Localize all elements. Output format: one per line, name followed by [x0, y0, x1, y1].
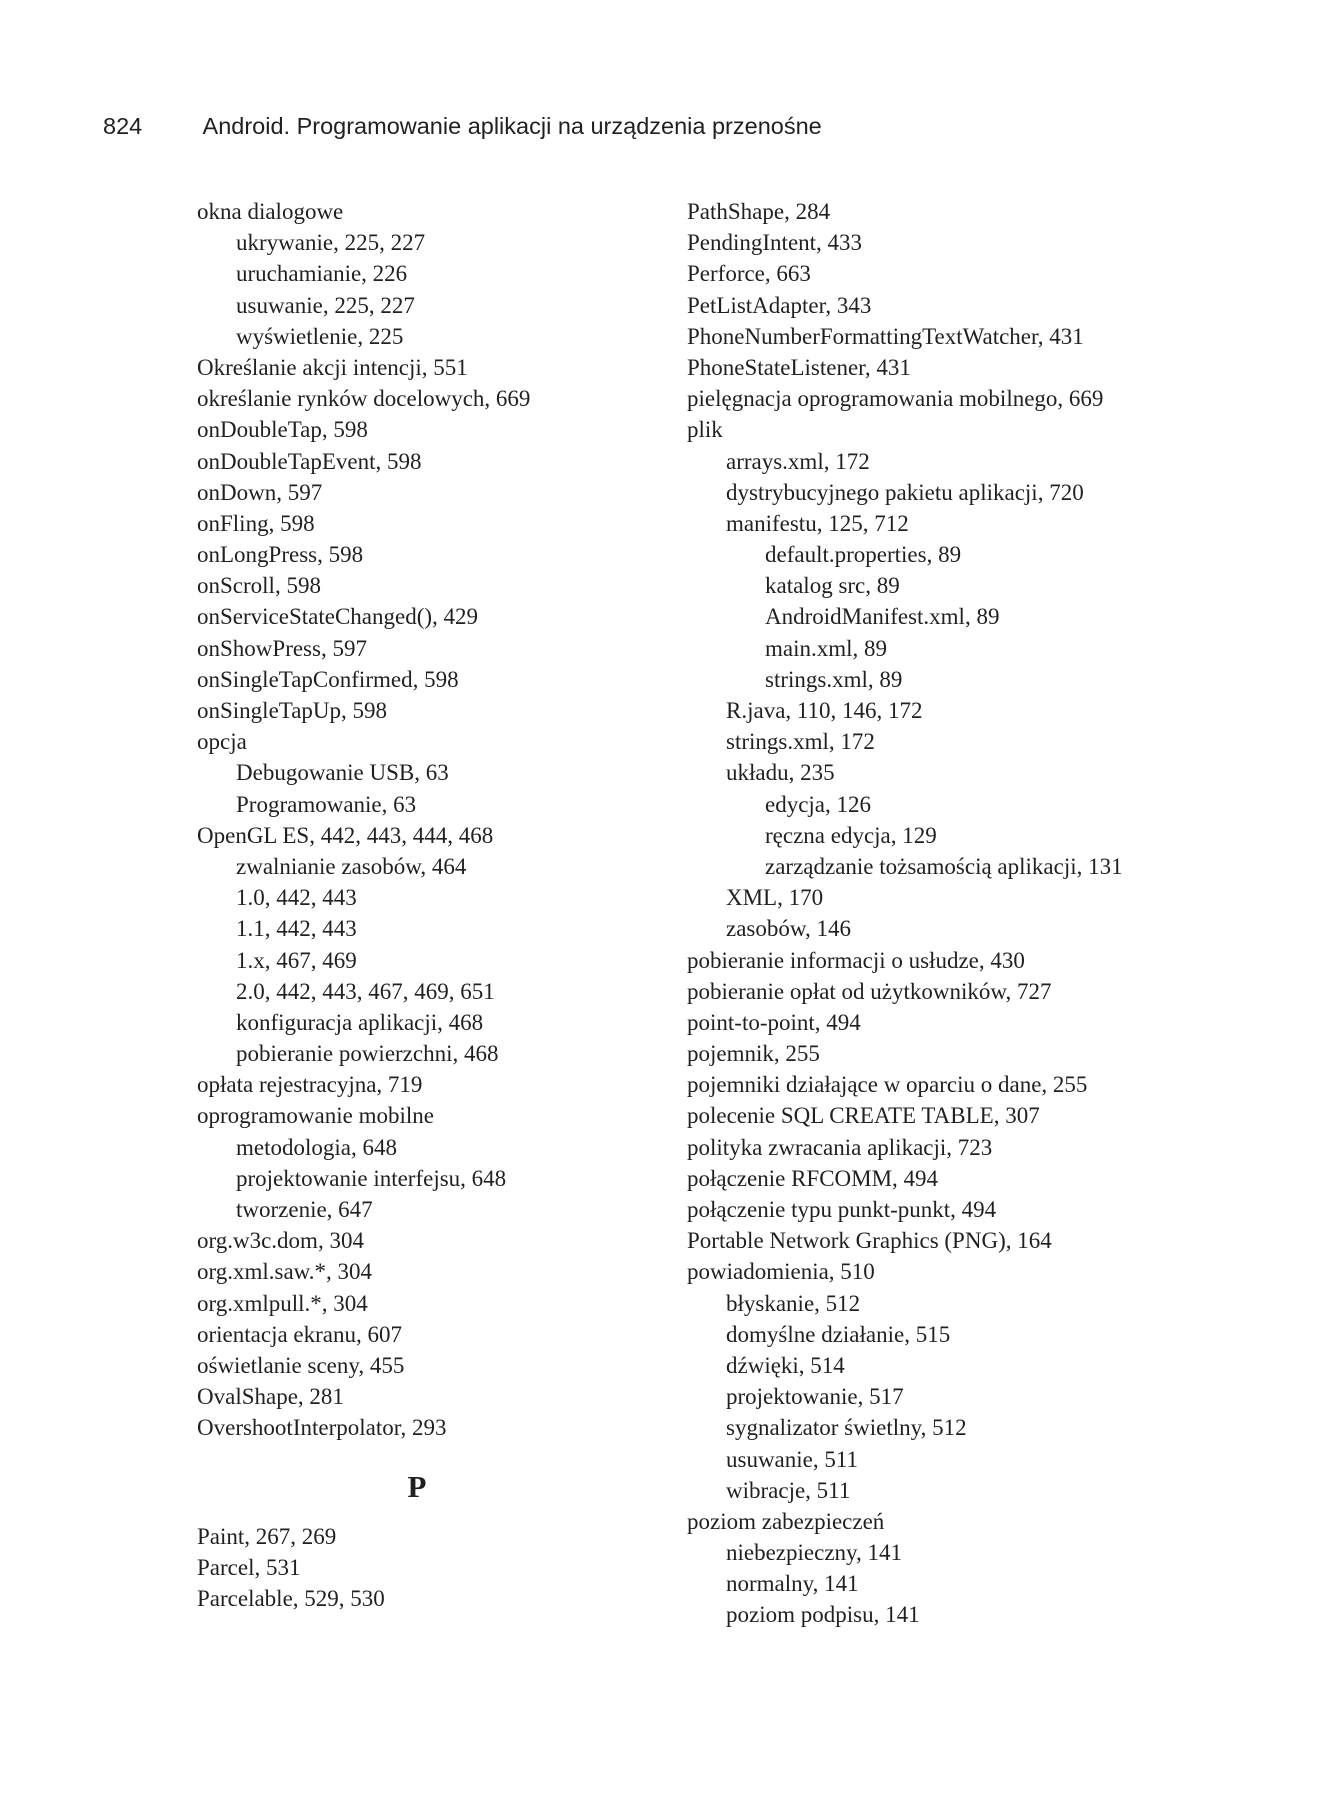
index-subentry: pobieranie powierzchni, 468	[236, 1041, 499, 1067]
index-entry: PetListAdapter, 343	[687, 292, 872, 318]
index-subentry: projektowanie, 517	[726, 1384, 904, 1410]
index-subentry: zwalnianie zasobów, 464	[236, 853, 467, 879]
index-entry: Parcelable, 529, 530	[197, 1585, 385, 1611]
index-subentry: normalny, 141	[726, 1571, 859, 1597]
section-letter-heading: P	[407, 1468, 427, 1504]
index-entry: org.xmlpull.*, 304	[197, 1290, 368, 1316]
index-entry: onFling, 598	[197, 510, 315, 536]
index-entry: Portable Network Graphics (PNG), 164	[687, 1228, 1052, 1254]
index-subentry: poziom podpisu, 141	[726, 1602, 920, 1628]
index-entry: PhoneStateListener, 431	[687, 354, 911, 380]
index-subentry: strings.xml, 172	[726, 729, 875, 755]
index-subentry: zarządzanie tożsamością aplikacji, 131	[765, 853, 1123, 879]
index-entry: PathShape, 284	[687, 199, 831, 224]
index-subentry: Programowanie, 63	[236, 791, 417, 817]
index-entry: point-to-point, 494	[687, 1009, 861, 1035]
running-header	[103, 106, 822, 146]
index-entry: połączenie RFCOMM, 494	[687, 1165, 939, 1191]
index-entry: pobieranie informacji o usłudze, 430	[687, 947, 1025, 973]
index-entry: plik	[687, 417, 723, 443]
index-subentry: tworzenie, 647	[236, 1197, 373, 1222]
index-entry: OvershootInterpolator, 293	[197, 1415, 447, 1441]
index-entry: OvalShape, 281	[197, 1384, 344, 1410]
index-column-right	[687, 196, 1247, 1631]
index-subentry: ręczna edycja, 129	[765, 822, 937, 848]
index-subentry: R.java, 110, 146, 172	[726, 698, 923, 723]
index-subentry: domyślne działanie, 515	[726, 1321, 951, 1347]
index-entry: onDoubleTap, 598	[197, 417, 368, 443]
index-subentry: XML, 170	[726, 885, 824, 911]
index-entry: onDown, 597	[197, 479, 323, 505]
index-subentry: układu, 235	[726, 760, 835, 786]
index-subentry: Debugowanie USB, 63	[236, 760, 449, 786]
index-entry: orientacja ekranu, 607	[197, 1321, 402, 1347]
index-entry: określanie rynków docelowych, 669	[197, 386, 531, 412]
index-entry: onServiceStateChanged(), 429	[197, 604, 479, 630]
index-subentry: błyskanie, 512	[726, 1290, 861, 1316]
index-subentry: ukrywanie, 225, 227	[236, 230, 426, 256]
index-entry: PendingIntent, 433	[687, 230, 863, 256]
index-subentry: katalog src, 89	[765, 573, 900, 599]
index-entry: opłata rejestracyjna, 719	[197, 1072, 423, 1098]
index-entry: Parcel, 531	[197, 1554, 301, 1580]
index-subentry: manifestu, 125, 712	[726, 510, 909, 536]
index-entry: PhoneNumberFormattingTextWatcher, 431	[687, 323, 1084, 349]
index-entry: onSingleTapConfirmed, 598	[197, 666, 459, 692]
index-subentry: arrays.xml, 172	[726, 448, 870, 474]
index-entry: org.xml.saw.*, 304	[197, 1259, 373, 1285]
index-subentry: main.xml, 89	[765, 635, 888, 661]
index-subentry: niebezpieczny, 141	[726, 1540, 903, 1566]
index-entry: Perforce, 663	[687, 261, 811, 287]
index-entry: powiadomienia, 510	[687, 1259, 875, 1285]
index-subentry: dystrybucyjnego pakietu aplikacji, 720	[726, 479, 1084, 505]
index-entry: Określanie akcji intencji, 551	[197, 354, 468, 380]
index-subentry: AndroidManifest.xml, 89	[765, 604, 1000, 630]
index-entry: okna dialogowe	[197, 199, 344, 224]
index-entry: opcja	[197, 729, 247, 755]
index-entry: poziom zabezpieczeń	[687, 1508, 885, 1534]
index-entry: org.w3c.dom, 304	[197, 1228, 364, 1254]
index-entry: Paint, 267, 269	[197, 1523, 337, 1549]
index-subentry: default.properties, 89	[765, 542, 962, 568]
index-entry: onScroll, 598	[197, 573, 321, 599]
index-subentry: 2.0, 442, 443, 467, 469, 651	[236, 978, 495, 1004]
index-entry: onDoubleTapEvent, 598	[197, 448, 422, 474]
index-subentry: metodologia, 648	[236, 1134, 397, 1160]
index-entry: pojemniki działające w oparciu o dane, 255	[687, 1072, 1088, 1098]
index-subentry: konfiguracja aplikacji, 468	[236, 1009, 484, 1035]
index-entry: onSingleTapUp, 598	[197, 698, 388, 723]
index-subentry: wyświetlenie, 225	[236, 323, 404, 349]
book-title: Android. Programowanie aplikacji na urządzenia przenośne	[202, 113, 822, 139]
index-subentry: 1.0, 442, 443	[236, 885, 357, 911]
index-subentry: zasobów, 146	[726, 916, 851, 942]
index-subentry: 1.x, 467, 469	[236, 947, 357, 973]
index-subentry: strings.xml, 89	[765, 666, 903, 692]
index-entry: onLongPress, 598	[197, 542, 364, 568]
index-entry: polityka zwracania aplikacji, 723	[687, 1134, 993, 1160]
index-subentry: 1.1, 442, 443	[236, 916, 357, 942]
index-subentry: sygnalizator świetlny, 512	[726, 1415, 967, 1441]
index-subentry: dźwięki, 514	[726, 1352, 845, 1378]
index-subentry: usuwanie, 511	[726, 1446, 859, 1472]
page-number: 824	[103, 113, 143, 139]
index-subentry: projektowanie interfejsu, 648	[236, 1165, 507, 1191]
index-entry: pojemnik, 255	[687, 1041, 820, 1067]
index-subentry: edycja, 126	[765, 791, 872, 817]
index-subentry: wibracje, 511	[726, 1477, 851, 1503]
index-subentry: usuwanie, 225, 227	[236, 292, 415, 318]
index-entry: oprogramowanie mobilne	[197, 1103, 434, 1129]
index-column-left	[197, 196, 637, 1614]
index-subentry: uruchamianie, 226	[236, 261, 408, 287]
index-entry: polecenie SQL CREATE TABLE, 307	[687, 1103, 1040, 1129]
index-entry: pobieranie opłat od użytkowników, 727	[687, 978, 1052, 1004]
index-entry: oświetlanie sceny, 455	[197, 1352, 405, 1378]
index-entry: OpenGL ES, 442, 443, 444, 468	[197, 822, 494, 848]
index-entry: pielęgnacja oprogramowania mobilnego, 669	[687, 386, 1104, 412]
index-entry: połączenie typu punkt-punkt, 494	[687, 1197, 997, 1222]
index-entry: onShowPress, 597	[197, 635, 367, 661]
